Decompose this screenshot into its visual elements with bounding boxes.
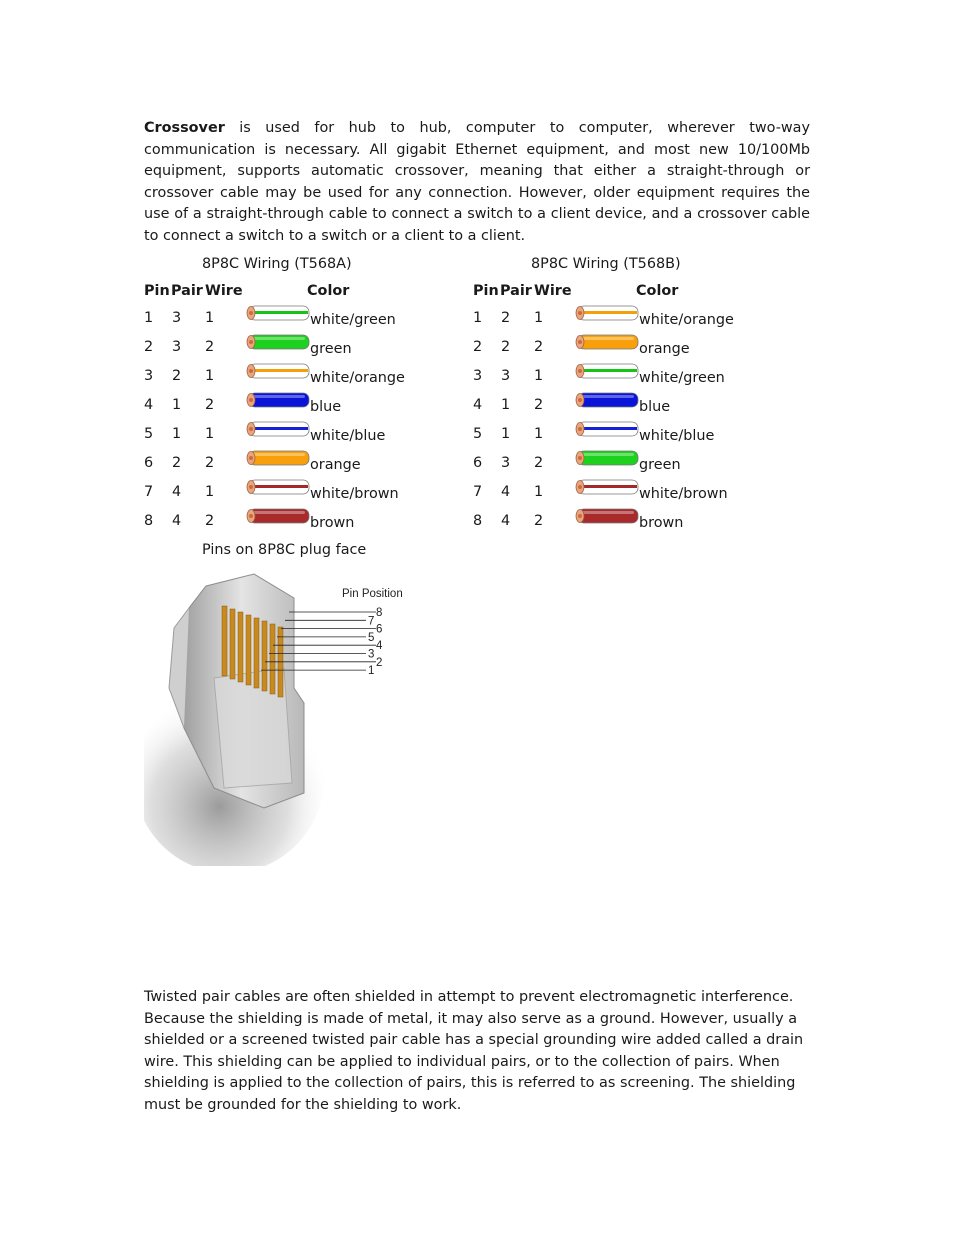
pin-number-labels — [368, 607, 383, 677]
wiring-row — [144, 455, 444, 479]
cell-color: white/blue — [639, 428, 715, 444]
header-pair: Pair — [500, 283, 532, 299]
cell-pair: 4 — [501, 513, 511, 529]
wire-color-swatch-icon — [572, 506, 640, 526]
wiring-row — [473, 339, 773, 363]
header-pin: Pin — [144, 283, 170, 299]
wiring-row — [144, 484, 444, 508]
cell-color: white/blue — [310, 428, 386, 444]
header-color: Color — [636, 283, 679, 299]
wiring-row — [144, 397, 444, 421]
crossover-term: Crossover — [144, 120, 225, 137]
cell-color: green — [639, 457, 681, 473]
header-wire: Wire — [205, 283, 243, 299]
cell-color: orange — [310, 457, 361, 473]
wiring-row — [144, 513, 444, 537]
wire-color-swatch-icon — [572, 419, 640, 439]
cell-pin: 7 — [473, 484, 483, 500]
plug-caption: Pins on 8P8C plug face — [202, 542, 367, 558]
cell-pair: 2 — [501, 339, 511, 355]
cell-pair: 2 — [501, 310, 511, 326]
cell-pair: 1 — [501, 426, 511, 442]
cell-pin: 7 — [144, 484, 154, 500]
cell-color: white/brown — [639, 486, 728, 502]
cell-pair: 4 — [501, 484, 511, 500]
cell-pin: 3 — [144, 368, 154, 384]
cell-pin: 8 — [473, 513, 483, 529]
cell-color: green — [310, 341, 352, 357]
wiring-row — [473, 455, 773, 479]
cell-wire: 2 — [205, 397, 215, 413]
cell-pin: 2 — [144, 339, 154, 355]
cell-wire: 1 — [205, 426, 215, 442]
cell-wire: 1 — [534, 310, 544, 326]
plug-contact — [230, 609, 235, 679]
cell-pin: 6 — [473, 455, 483, 471]
cell-wire: 2 — [534, 397, 544, 413]
cell-pair: 3 — [501, 455, 511, 471]
cell-pair: 3 — [172, 339, 182, 355]
plug-contact — [246, 615, 251, 685]
wire-color-swatch-icon — [243, 448, 311, 468]
wire-color-swatch-icon — [243, 477, 311, 497]
cell-pair: 1 — [172, 426, 182, 442]
pin-number-label: 3 — [368, 648, 375, 661]
wiring-row — [473, 513, 773, 537]
wiring-row — [473, 310, 773, 334]
pin-number-label: 2 — [376, 656, 383, 669]
cell-wire: 1 — [205, 368, 215, 384]
wire-color-swatch-icon — [572, 361, 640, 381]
cell-color: blue — [310, 399, 342, 415]
wiring-row — [144, 310, 444, 334]
cell-color: brown — [639, 515, 684, 531]
pin-number-label: 6 — [376, 623, 383, 636]
pin-number-label: 5 — [368, 631, 375, 644]
wire-color-swatch-icon — [243, 390, 311, 410]
cell-color: brown — [310, 515, 355, 531]
wire-color-swatch-icon — [243, 303, 311, 323]
cell-color: white/orange — [310, 370, 405, 386]
pin-number-label: 4 — [376, 640, 383, 653]
wiring-row — [144, 339, 444, 363]
cell-color: white/brown — [310, 486, 399, 502]
cell-color: white/green — [639, 370, 725, 386]
shielding-paragraph: Twisted pair cables are often shielded in attempt to prevent electromagnetic interference. Because the shielding is made of metal, it may also serve as a ground. However, usually a shielded or a screened twisted pair cable has a special grounding wire added called a drain wire. This shielding can be applied to individual pairs, or to the collection of pairs. When shielding is applied to the collection of pairs, this is referred to as screening. The shielding must be grounded for the shielding to work. — [144, 989, 804, 1113]
t568a-title: 8P8C Wiring (T568A) — [202, 256, 352, 272]
pin-number-label: 7 — [368, 615, 375, 628]
cell-pair: 3 — [172, 310, 182, 326]
cell-pin: 1 — [144, 310, 154, 326]
wiring-row — [144, 368, 444, 392]
pin-number-label: 1 — [368, 665, 375, 678]
cell-wire: 1 — [534, 426, 544, 442]
cell-wire: 2 — [534, 513, 544, 529]
wiring-row — [473, 484, 773, 508]
cell-pair: 1 — [501, 397, 511, 413]
cell-pin: 2 — [473, 339, 483, 355]
t568b-title: 8P8C Wiring (T568B) — [531, 256, 681, 272]
cell-pair: 3 — [501, 368, 511, 384]
pin-number-label: 8 — [376, 607, 383, 619]
wire-color-swatch-icon — [572, 390, 640, 410]
cell-pin: 6 — [144, 455, 154, 471]
wire-color-swatch-icon — [572, 448, 640, 468]
cell-pin: 8 — [144, 513, 154, 529]
cell-pin: 1 — [473, 310, 483, 326]
crossover-paragraph — [144, 118, 810, 247]
cell-color: white/orange — [639, 312, 734, 328]
plug-contact — [238, 612, 243, 682]
wiring-row — [473, 426, 773, 450]
plug-contact — [254, 618, 259, 688]
wiring-row — [473, 397, 773, 421]
wire-color-swatch-icon — [572, 303, 640, 323]
cell-wire: 2 — [205, 513, 215, 529]
wire-color-swatch-icon — [572, 332, 640, 352]
plug-contact — [262, 621, 267, 691]
cell-color: orange — [639, 341, 690, 357]
wire-color-swatch-icon — [243, 506, 311, 526]
cell-wire: 2 — [534, 339, 544, 355]
crossover-text: is used for hub to hub, computer to computer, wherever two-way communication is necessary. All gigabit Ethernet equipment, and most new 10/100Mb equipment, supports automatic crossover, meaning that either a straight-through or crossover cable may be used for any connection. However, older equipment requires the use of a straight-through cable to connect a switch to a client device, and a crossover cable to connect a switch to a switch or a client to a client. — [144, 120, 810, 244]
wire-color-swatch-icon — [572, 477, 640, 497]
cell-wire: 1 — [205, 484, 215, 500]
pin-position-label: Pin Position — [342, 588, 403, 600]
cell-pin: 3 — [473, 368, 483, 384]
header-pin: Pin — [473, 283, 499, 299]
cell-wire: 2 — [534, 455, 544, 471]
header-wire: Wire — [534, 283, 572, 299]
cell-pin: 5 — [473, 426, 483, 442]
wire-color-swatch-icon — [243, 361, 311, 381]
cell-pair: 4 — [172, 484, 182, 500]
cell-pair: 1 — [172, 397, 182, 413]
cell-wire: 1 — [534, 368, 544, 384]
cell-pin: 4 — [473, 397, 483, 413]
cell-wire: 2 — [205, 339, 215, 355]
cell-pair: 2 — [172, 368, 182, 384]
cell-color: white/green — [310, 312, 396, 328]
cell-color: blue — [639, 399, 671, 415]
t568a-header-row — [144, 283, 444, 303]
t568b-header-row — [473, 283, 773, 303]
cell-wire: 1 — [534, 484, 544, 500]
header-color: Color — [307, 283, 350, 299]
wiring-row — [473, 368, 773, 392]
cell-pin: 5 — [144, 426, 154, 442]
cell-wire: 2 — [205, 455, 215, 471]
cell-pin: 4 — [144, 397, 154, 413]
cell-wire: 1 — [205, 310, 215, 326]
wiring-row — [144, 426, 444, 450]
plug-contact — [222, 606, 227, 676]
plug-contact — [270, 624, 275, 694]
rj45-plug-image — [144, 568, 414, 866]
cell-pair: 4 — [172, 513, 182, 529]
header-pair: Pair — [171, 283, 203, 299]
wire-color-swatch-icon — [243, 332, 311, 352]
cell-pair: 2 — [172, 455, 182, 471]
wire-color-swatch-icon — [243, 419, 311, 439]
